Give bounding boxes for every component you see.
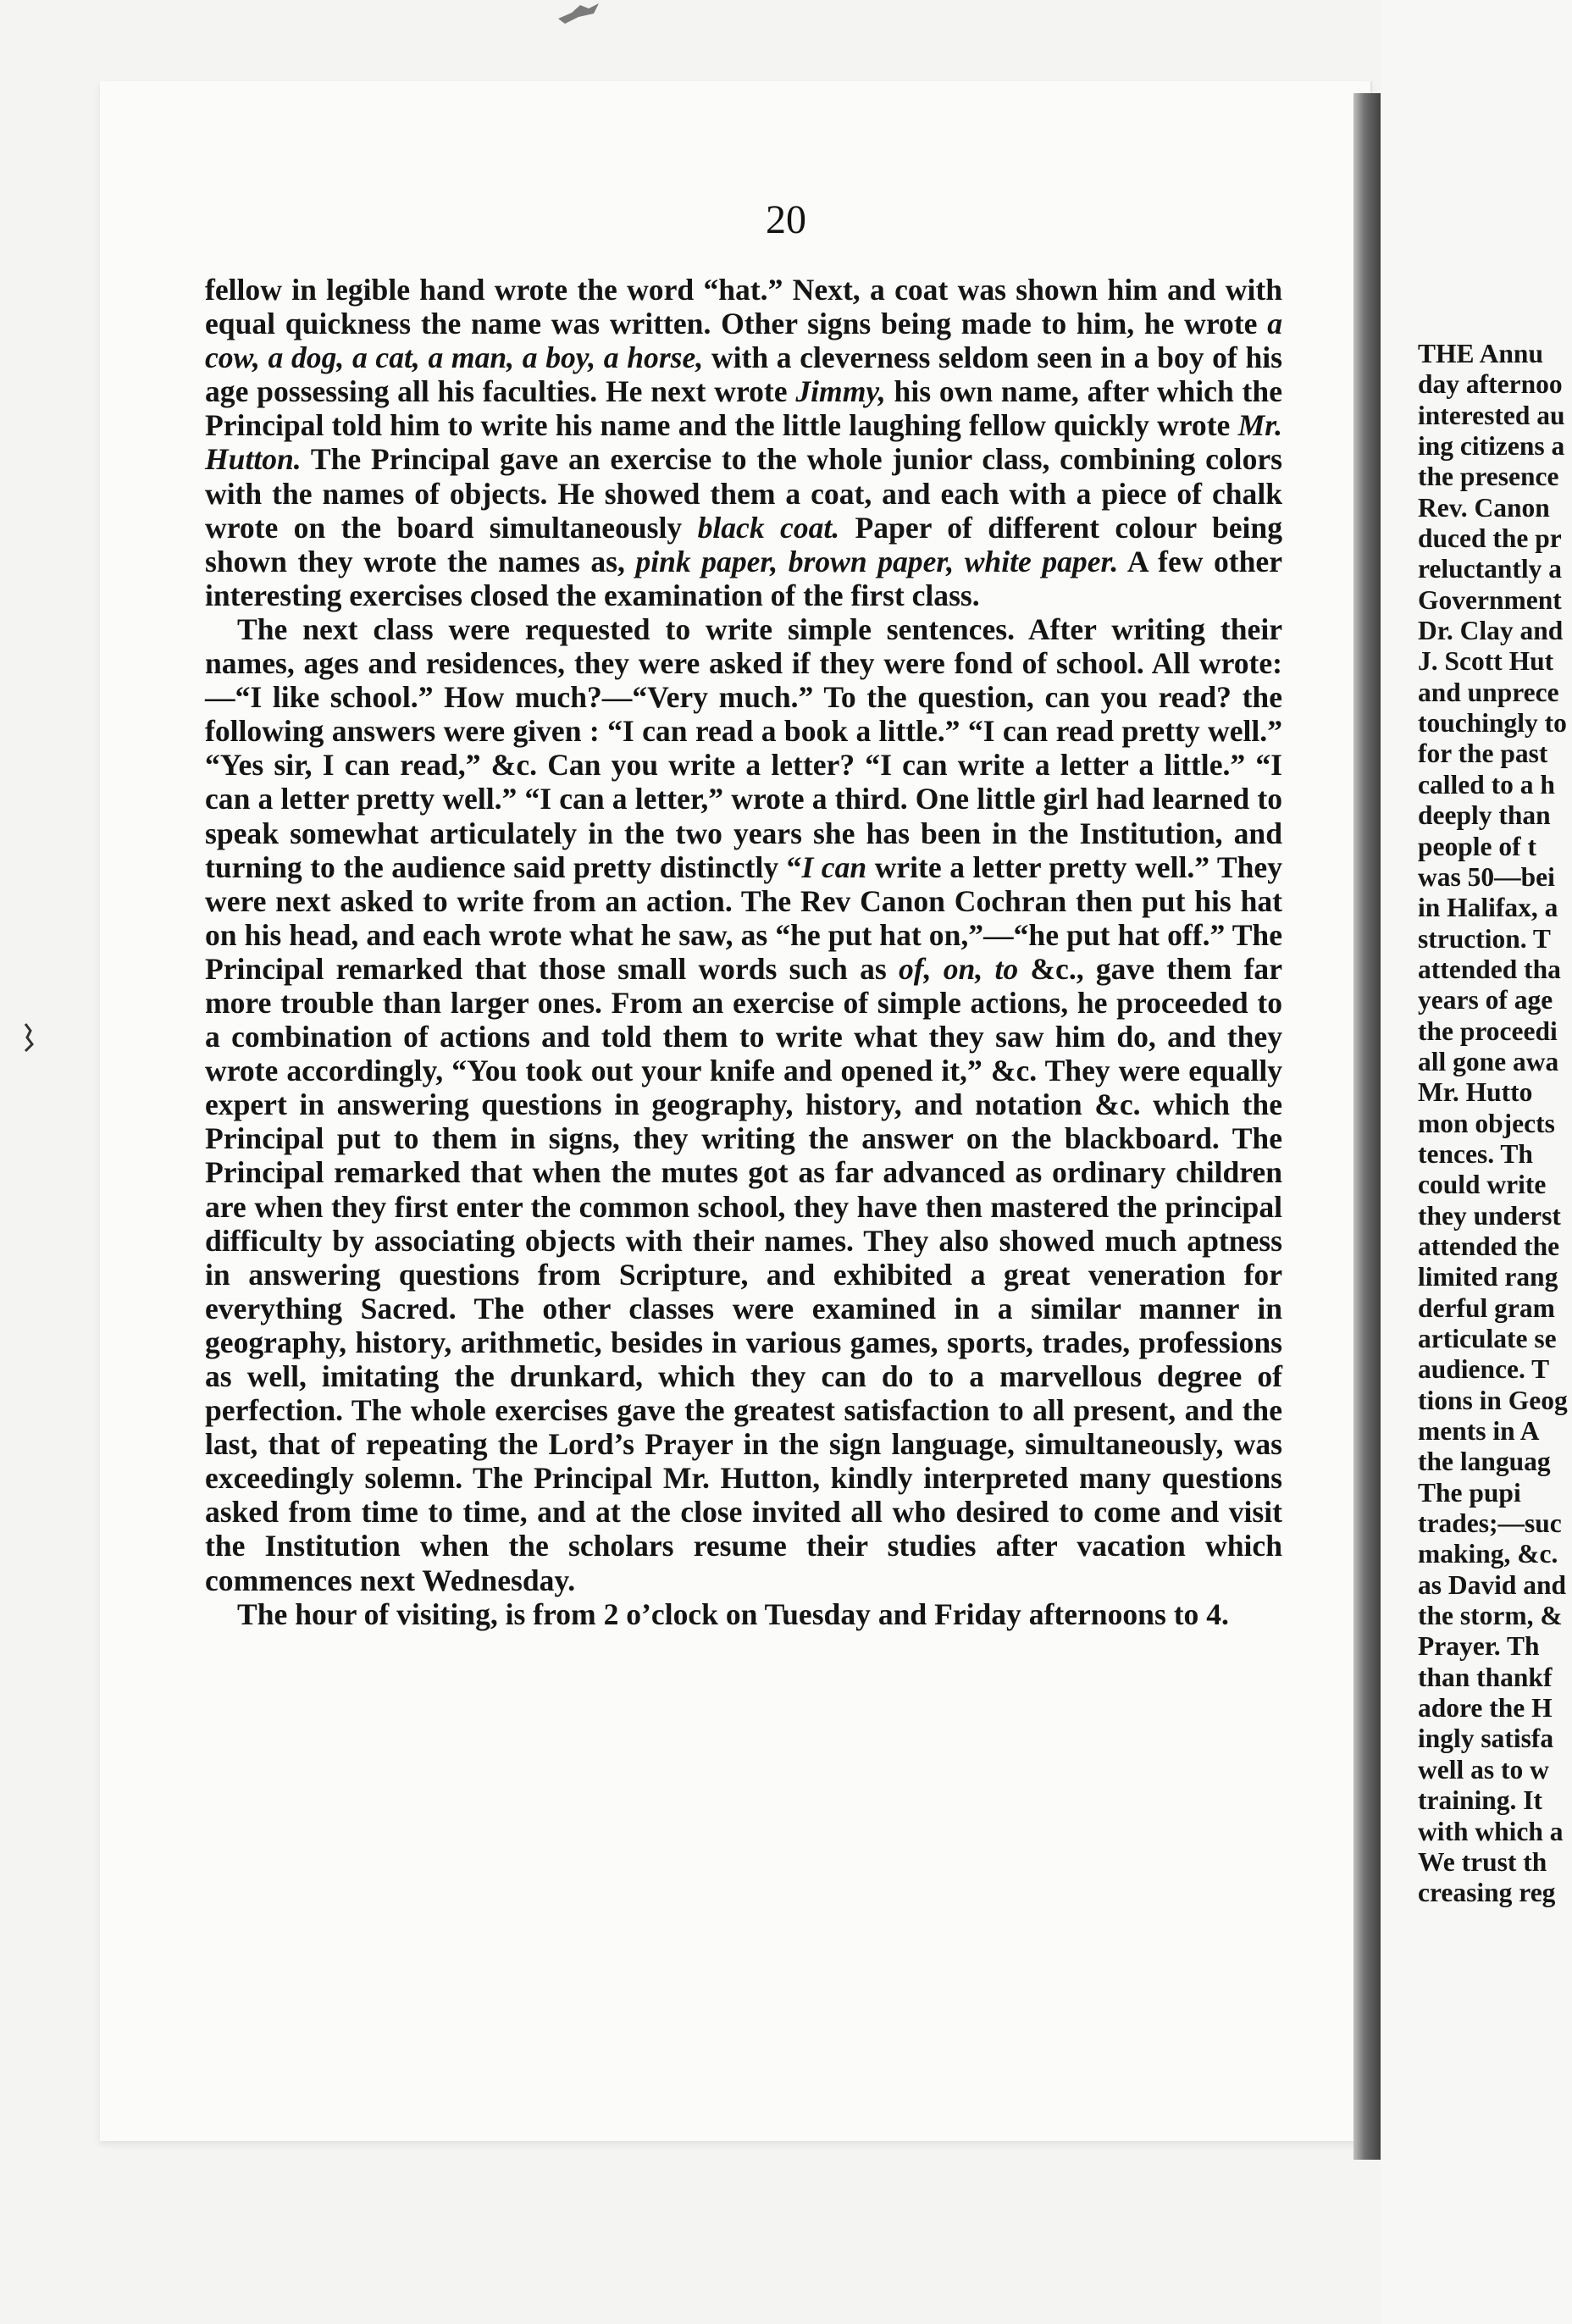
paragraph [205,612,1282,1597]
right-page-line: mon objects [1418,1108,1555,1138]
right-page-line: ing citizens a [1418,431,1565,462]
text-run: his own name, after which the Principal told him to write his name and the little laughing fellow quickly wrote [205,374,1282,443]
text-run: Paper of different colour being shown they wrote the names as, [205,510,1282,578]
right-page-line: training. It [1418,1785,1543,1816]
text-run: The hour of visiting, is from 2 o’clock on Tuesday and Friday afternoons to 4. [237,1596,1229,1631]
right-page-line: the proceedi [1418,1015,1558,1046]
right-page-line: audience. T [1418,1354,1550,1385]
right-page-line: We trust th [1418,1846,1547,1877]
right-page-line: and unprece [1418,677,1559,707]
italic-text: a cow, a dog, a cat, a man, a boy, a horse, [205,307,1282,375]
paragraph [205,1597,1282,1631]
right-page-line: people of t [1418,831,1536,861]
right-page-line: as David and [1418,1569,1567,1600]
ink-smudge-icon [555,0,601,25]
right-page-line: years of age [1418,985,1553,1015]
right-page-text [1418,339,1572,1909]
italic-text: of, on, to [898,951,1019,986]
right-page-line: Government [1418,584,1562,615]
left-page-text [205,273,1282,1631]
right-page-line: day afternoo [1418,369,1563,400]
right-page-line: trades;—suc [1418,1508,1562,1539]
margin-mark-icon [17,1021,39,1054]
right-page-line: the languag [1418,1447,1551,1477]
right-page-line: could write [1418,1170,1547,1200]
paragraph [205,273,1282,612]
right-page-line: J. Scott Hut [1418,646,1554,677]
right-page-line: for the past [1418,739,1548,769]
text-run: The next class were requested to write simple sentences. After writing their names, ages and residences, they were asked if they were fond of school. All wrote:—“I like school.” How much?—“Very much.” To the question, can you read? the following answers were given : “I can read a book a little.” “I can read pretty well.” “Yes sir, I can read,” &c. Can you write a letter? “I can write a letter a little.” “I can a letter pretty well.” “I can a letter,” wrote a third. One little girl had learned to speak somewhat articulately in the two years she has been in the Institution, and turning to the audience said pretty distinctly “ [205,611,1282,884]
text-run: A few other interesting exercises closed the examination of the first class. [205,544,1283,612]
right-page-line: Mr. Hutto [1418,1077,1533,1108]
right-page-line: attended the [1418,1231,1560,1261]
right-page-line: was 50—bei [1418,861,1555,892]
right-page-line: they underst [1418,1200,1561,1231]
right-page-line: struction. T [1418,923,1551,954]
right-page-line: attended tha [1418,954,1561,984]
italic-text: I can [801,849,867,884]
right-page-line: Rev. Canon [1418,492,1550,523]
right-page-line: Prayer. Th [1418,1631,1540,1662]
right-page-line: with which a [1418,1816,1564,1846]
right-page-line: deeply than [1418,800,1551,831]
right-page-line: derful gram [1418,1292,1555,1323]
right-page-line: ments in A [1418,1416,1540,1447]
right-page-line: touchingly to [1418,708,1567,739]
text-run: with a cleverness seldom seen in a boy of his age possessing all his faculties. He next wrote [205,340,1282,409]
right-page-line: limited rang [1418,1262,1558,1292]
right-page-line: making, &c. [1418,1539,1558,1569]
right-page-line: articulate se [1418,1324,1557,1353]
right-page-line: than thankf [1418,1662,1553,1692]
text-run: &c., gave them far more trouble than larger ones. From an exercise of simple actions, he proceeded to a combination of actions and told them to write what they saw him do, and they wrote accordingly, “You took out your knife and opened it,” &c. They were equally expert in answering questions in geography, history, and notation &c. which the Principal put to them in signs, they writing the answer on the blackboard. The Principal remarked that when the mutes got as far advanced as ordinary children are when they first enter the common school, they have then mastered the principal difficulty by associating objects with their names. They also showed much aptness in answering questions from Scripture, and exhibited a great veneration for everything Sacred. The other classes were examined in a similar manner in geography, history, arithmetic, besides in various games, sports, trades, professions as well, imitating the drunkard, which they can do to a marvellous degree of perfection. The whole exercises gave the greatest satisfaction to all present, and the last, that of repeating the Lord’s Prayer in the sign language, simultaneously, was exceedingly solemn. The Principal Mr. Hutton, kindly interpreted many questions asked from time to time, and at the close invited all who desired to come and visit the Institution when the scholars resume their studies after vacation which commences next Wednesday. [205,951,1282,1597]
right-page-line: adore the H [1418,1693,1553,1724]
book-gutter [1353,93,1382,2160]
right-page-line: well as to w [1418,1754,1549,1784]
page-number: 20 [766,197,806,242]
right-page-line: the presence [1418,462,1559,492]
right-page-line: THE Annu [1418,339,1543,368]
italic-text: pink paper, brown paper, white paper. [635,544,1119,578]
right-page-line: ingly satisfa [1418,1724,1554,1754]
italic-text: black coat. [697,510,840,545]
right-page-line: creasing reg [1418,1878,1556,1908]
right-page-line: reluctantly a [1418,554,1563,584]
right-page-line: the storm, & [1418,1601,1563,1631]
italic-text: Jimmy, [795,374,886,409]
right-page-line: duced the pr [1418,523,1562,554]
right-page-line: all gone awa [1418,1046,1559,1076]
right-page-line: Dr. Clay and [1418,616,1564,646]
text-run: The Principal gave an exercise to the whole junior class, combining colors with the names of objects. He showed them a coat, and each with a piece of chalk wrote on the board simultaneously [205,442,1282,545]
right-page-line: tions in Geog [1418,1385,1568,1415]
italic-text: Mr. Hutton. [205,408,1282,477]
right-page-line: tences. Th [1418,1138,1533,1169]
right-page-line: interested au [1418,400,1565,430]
text-run: fellow in legible hand wrote the word “hat.” Next, a coat was shown him and with equal quickness the name was written. Other signs being made to him, he wrote [205,273,1282,341]
right-page-line: in Halifax, a [1418,893,1558,923]
right-page-line: The pupi [1418,1477,1521,1508]
text-run: write a letter pretty well.” They were next asked to write from an action. The Rev Canon Cochran then put his hat on his head, and each wrote what he saw, as “he put hat on,”—“he put hat off.” The Principal remarked that those small words such as [205,849,1282,986]
right-page-line: called to a h [1418,769,1555,800]
